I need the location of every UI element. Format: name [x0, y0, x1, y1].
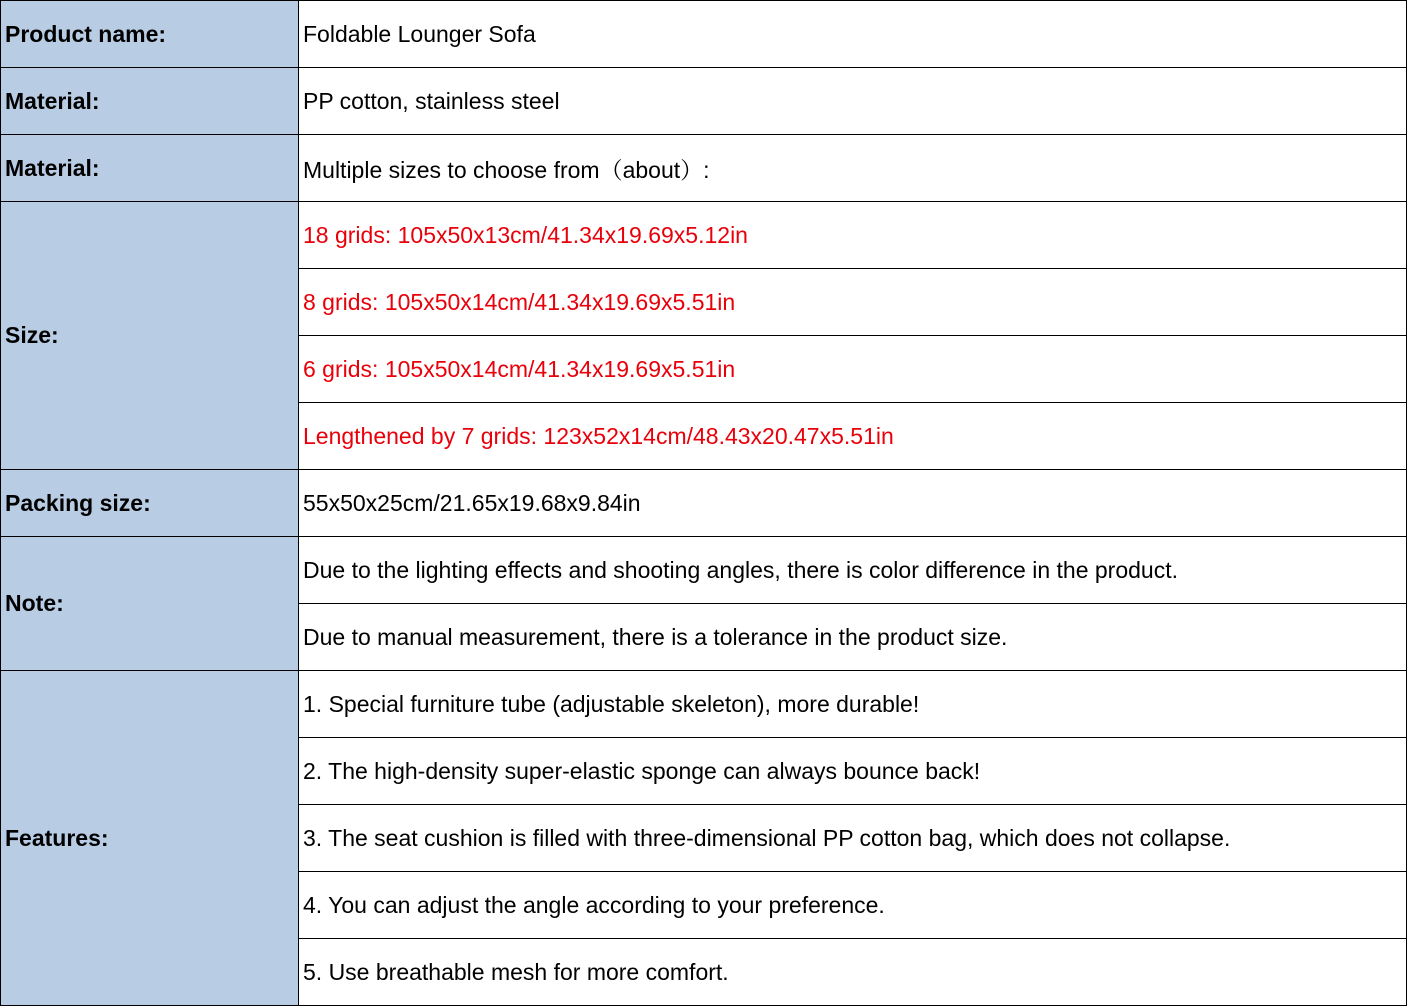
note-label: Note:	[1, 537, 299, 671]
note-color-difference: Due to the lighting effects and shooting angles, there is color difference in the product.	[299, 537, 1407, 604]
table-row-size	[1, 202, 1407, 269]
size-option-18-grids: 18 grids: 105x50x13cm/41.34x19.69x5.12in	[299, 202, 1407, 269]
size-label: Size:	[1, 202, 299, 470]
material-sizes-value: Multiple sizes to choose from（about）:	[299, 135, 1407, 202]
product-name-value: Foldable Lounger Sofa	[299, 1, 1407, 68]
packing-size-label: Packing size:	[1, 470, 299, 537]
table-row-material-sizes	[1, 135, 1407, 202]
material-value: PP cotton, stainless steel	[299, 68, 1407, 135]
feature-item-2: 2. The high-density super-elastic sponge can always bounce back!	[299, 738, 1407, 805]
table-row-material	[1, 68, 1407, 135]
table-row-packing-size	[1, 470, 1407, 537]
table-row-features	[1, 671, 1407, 738]
material-label: Material:	[1, 68, 299, 135]
product-name-label: Product name:	[1, 1, 299, 68]
note-size-tolerance: Due to manual measurement, there is a tolerance in the product size.	[299, 604, 1407, 671]
packing-size-value: 55x50x25cm/21.65x19.68x9.84in	[299, 470, 1407, 537]
feature-item-1: 1. Special furniture tube (adjustable skeleton), more durable!	[299, 671, 1407, 738]
table-row-note	[1, 537, 1407, 604]
size-option-lengthened-7-grids: Lengthened by 7 grids: 123x52x14cm/48.43x20.47x5.51in	[299, 403, 1407, 470]
table-row-product-name	[1, 1, 1407, 68]
features-label: Features:	[1, 671, 299, 1006]
feature-item-4: 4. You can adjust the angle according to your preference.	[299, 872, 1407, 939]
feature-item-3: 3. The seat cushion is filled with three-dimensional PP cotton bag, which does not collapse.	[299, 805, 1407, 872]
size-option-8-grids: 8 grids: 105x50x14cm/41.34x19.69x5.51in	[299, 269, 1407, 336]
size-option-6-grids: 6 grids: 105x50x14cm/41.34x19.69x5.51in	[299, 336, 1407, 403]
feature-item-5: 5. Use breathable mesh for more comfort.	[299, 939, 1407, 1006]
material-sizes-label: Material:	[1, 135, 299, 202]
